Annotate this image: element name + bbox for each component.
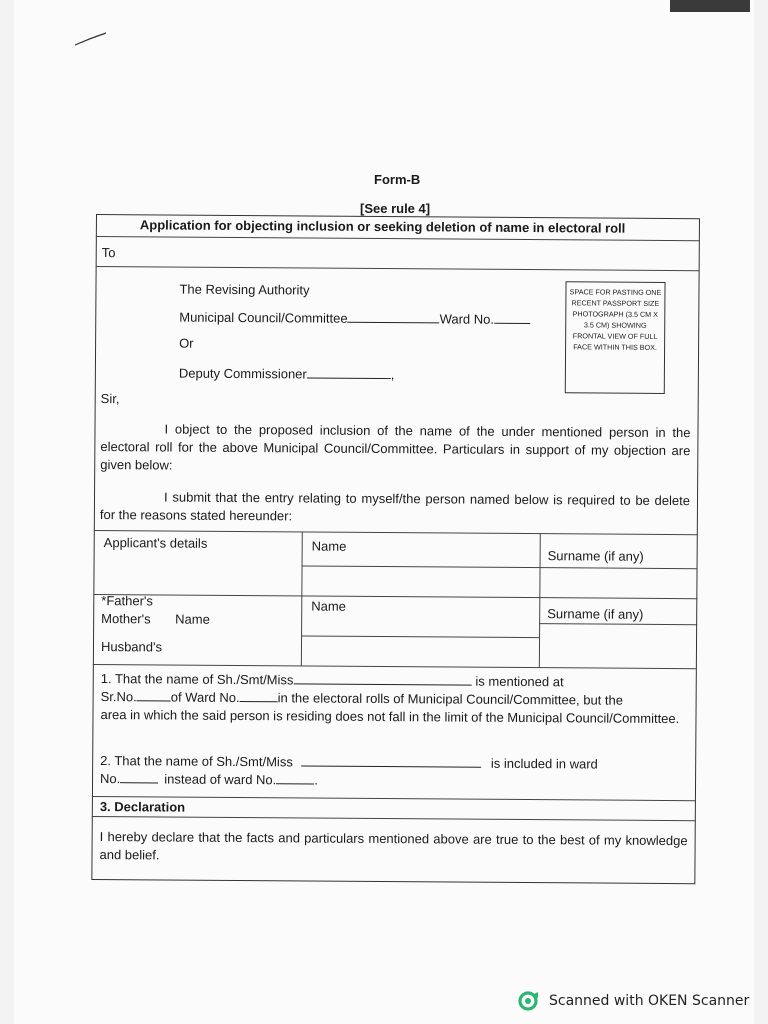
applicant-name-label: Name: [311, 538, 347, 554]
relation-surname-label: Surname (if any): [547, 606, 644, 622]
relation-husbands: Husband's: [100, 639, 163, 655]
item1-srno-blank: [137, 688, 171, 701]
ward-label: Ward No.: [439, 311, 495, 327]
addressee-line-3: [179, 365, 395, 385]
relation-name-field-label: Name: [311, 598, 347, 614]
applicant-surname-label: Surname (if any): [547, 548, 644, 564]
item1-ward-blank: [240, 689, 278, 702]
item1-srno-label: Sr.No.: [100, 689, 137, 705]
council-label: Municipal Council/Committee: [179, 309, 348, 326]
form-heading: Application for objecting inclusion or seeking deletion of name in electoral roll: [139, 217, 626, 236]
deputy-commissioner-blank: [307, 365, 391, 379]
scanner-watermark: [517, 989, 749, 1013]
item2-ward-label: No.: [100, 771, 121, 787]
pen-mark: [74, 30, 108, 48]
item1-text-b: is mentioned at: [475, 673, 564, 690]
item1-name-blank: [293, 671, 471, 685]
form-body: [91, 214, 700, 884]
addressee-line-2: [179, 309, 530, 329]
council-blank: [348, 310, 440, 324]
addressee-line-1: The Revising Authority: [179, 281, 310, 298]
item2-text-b: is included in ward: [490, 755, 598, 772]
form-title: Form-B: [374, 172, 421, 187]
item2-text-a: 2. That the name of Sh./Smt/Miss: [100, 753, 293, 770]
item2-line-2: [100, 770, 318, 790]
comma: ,: [390, 367, 395, 383]
item2-name-blank: [301, 753, 481, 767]
page-corner-mark: [670, 0, 750, 12]
photo-box: [565, 281, 666, 394]
deputy-commissioner-label: Deputy Commissioner: [178, 365, 307, 382]
objection-paragraph: I object to the proposed inclusion of the name of the under mentioned person in the electoral roll for the above Municipal Council/Committee. Particulars in support of my objection are given below:: [100, 421, 691, 473]
item1-text-a: 1. That the name of Sh./Smt/Miss: [100, 671, 294, 688]
form-rule: [See rule 4]: [360, 201, 431, 216]
applicant-details-label: Applicant's details: [103, 535, 208, 551]
oken-logo-icon: [517, 989, 541, 1013]
relation-fathers: *Father's: [101, 593, 153, 609]
submission-paragraph: I submit that the entry relating to myself/the person named below is required to be delete for the reasons stated hereunder:: [99, 489, 691, 524]
to-label: To: [101, 245, 116, 261]
item1-text-e: in the electoral rolls of Municipal Council/Committee, but the: [277, 690, 624, 708]
item1-text-f: area in which the said person is residing does not fall in the limit of the Municipal Council/Committee.: [100, 707, 680, 727]
salutation: Sir,: [100, 391, 120, 407]
ward-blank: [494, 311, 530, 324]
declaration-text: I hereby declare that the facts and particulars mentioned above are true to the best of my knowledge and belief.: [99, 829, 688, 863]
item1-ward-label: of Ward No.: [170, 689, 240, 706]
addressee-or: Or: [179, 335, 194, 351]
declaration-title: 3. Declaration: [99, 799, 186, 815]
item2-instead-label: instead of ward No.: [164, 771, 277, 788]
photo-box-text: SPACE FOR PASTING ONE RECENT PASSPORT SIZE PHOTOGRAPH (3.5 CM X 3.5 CM) SHOWING FRONTAL VIEW OF FULL FACE WITHIN THIS BOX.: [569, 287, 662, 352]
relation-mothers: Mother's: [101, 611, 151, 627]
relation-name-label: Name: [175, 611, 210, 627]
item2-ward-blank: [120, 770, 158, 783]
item2-period: .: [314, 772, 318, 788]
scanner-text: Scanned with OKEN Scanner: [549, 993, 750, 1009]
item2-instead-blank: [276, 771, 314, 784]
